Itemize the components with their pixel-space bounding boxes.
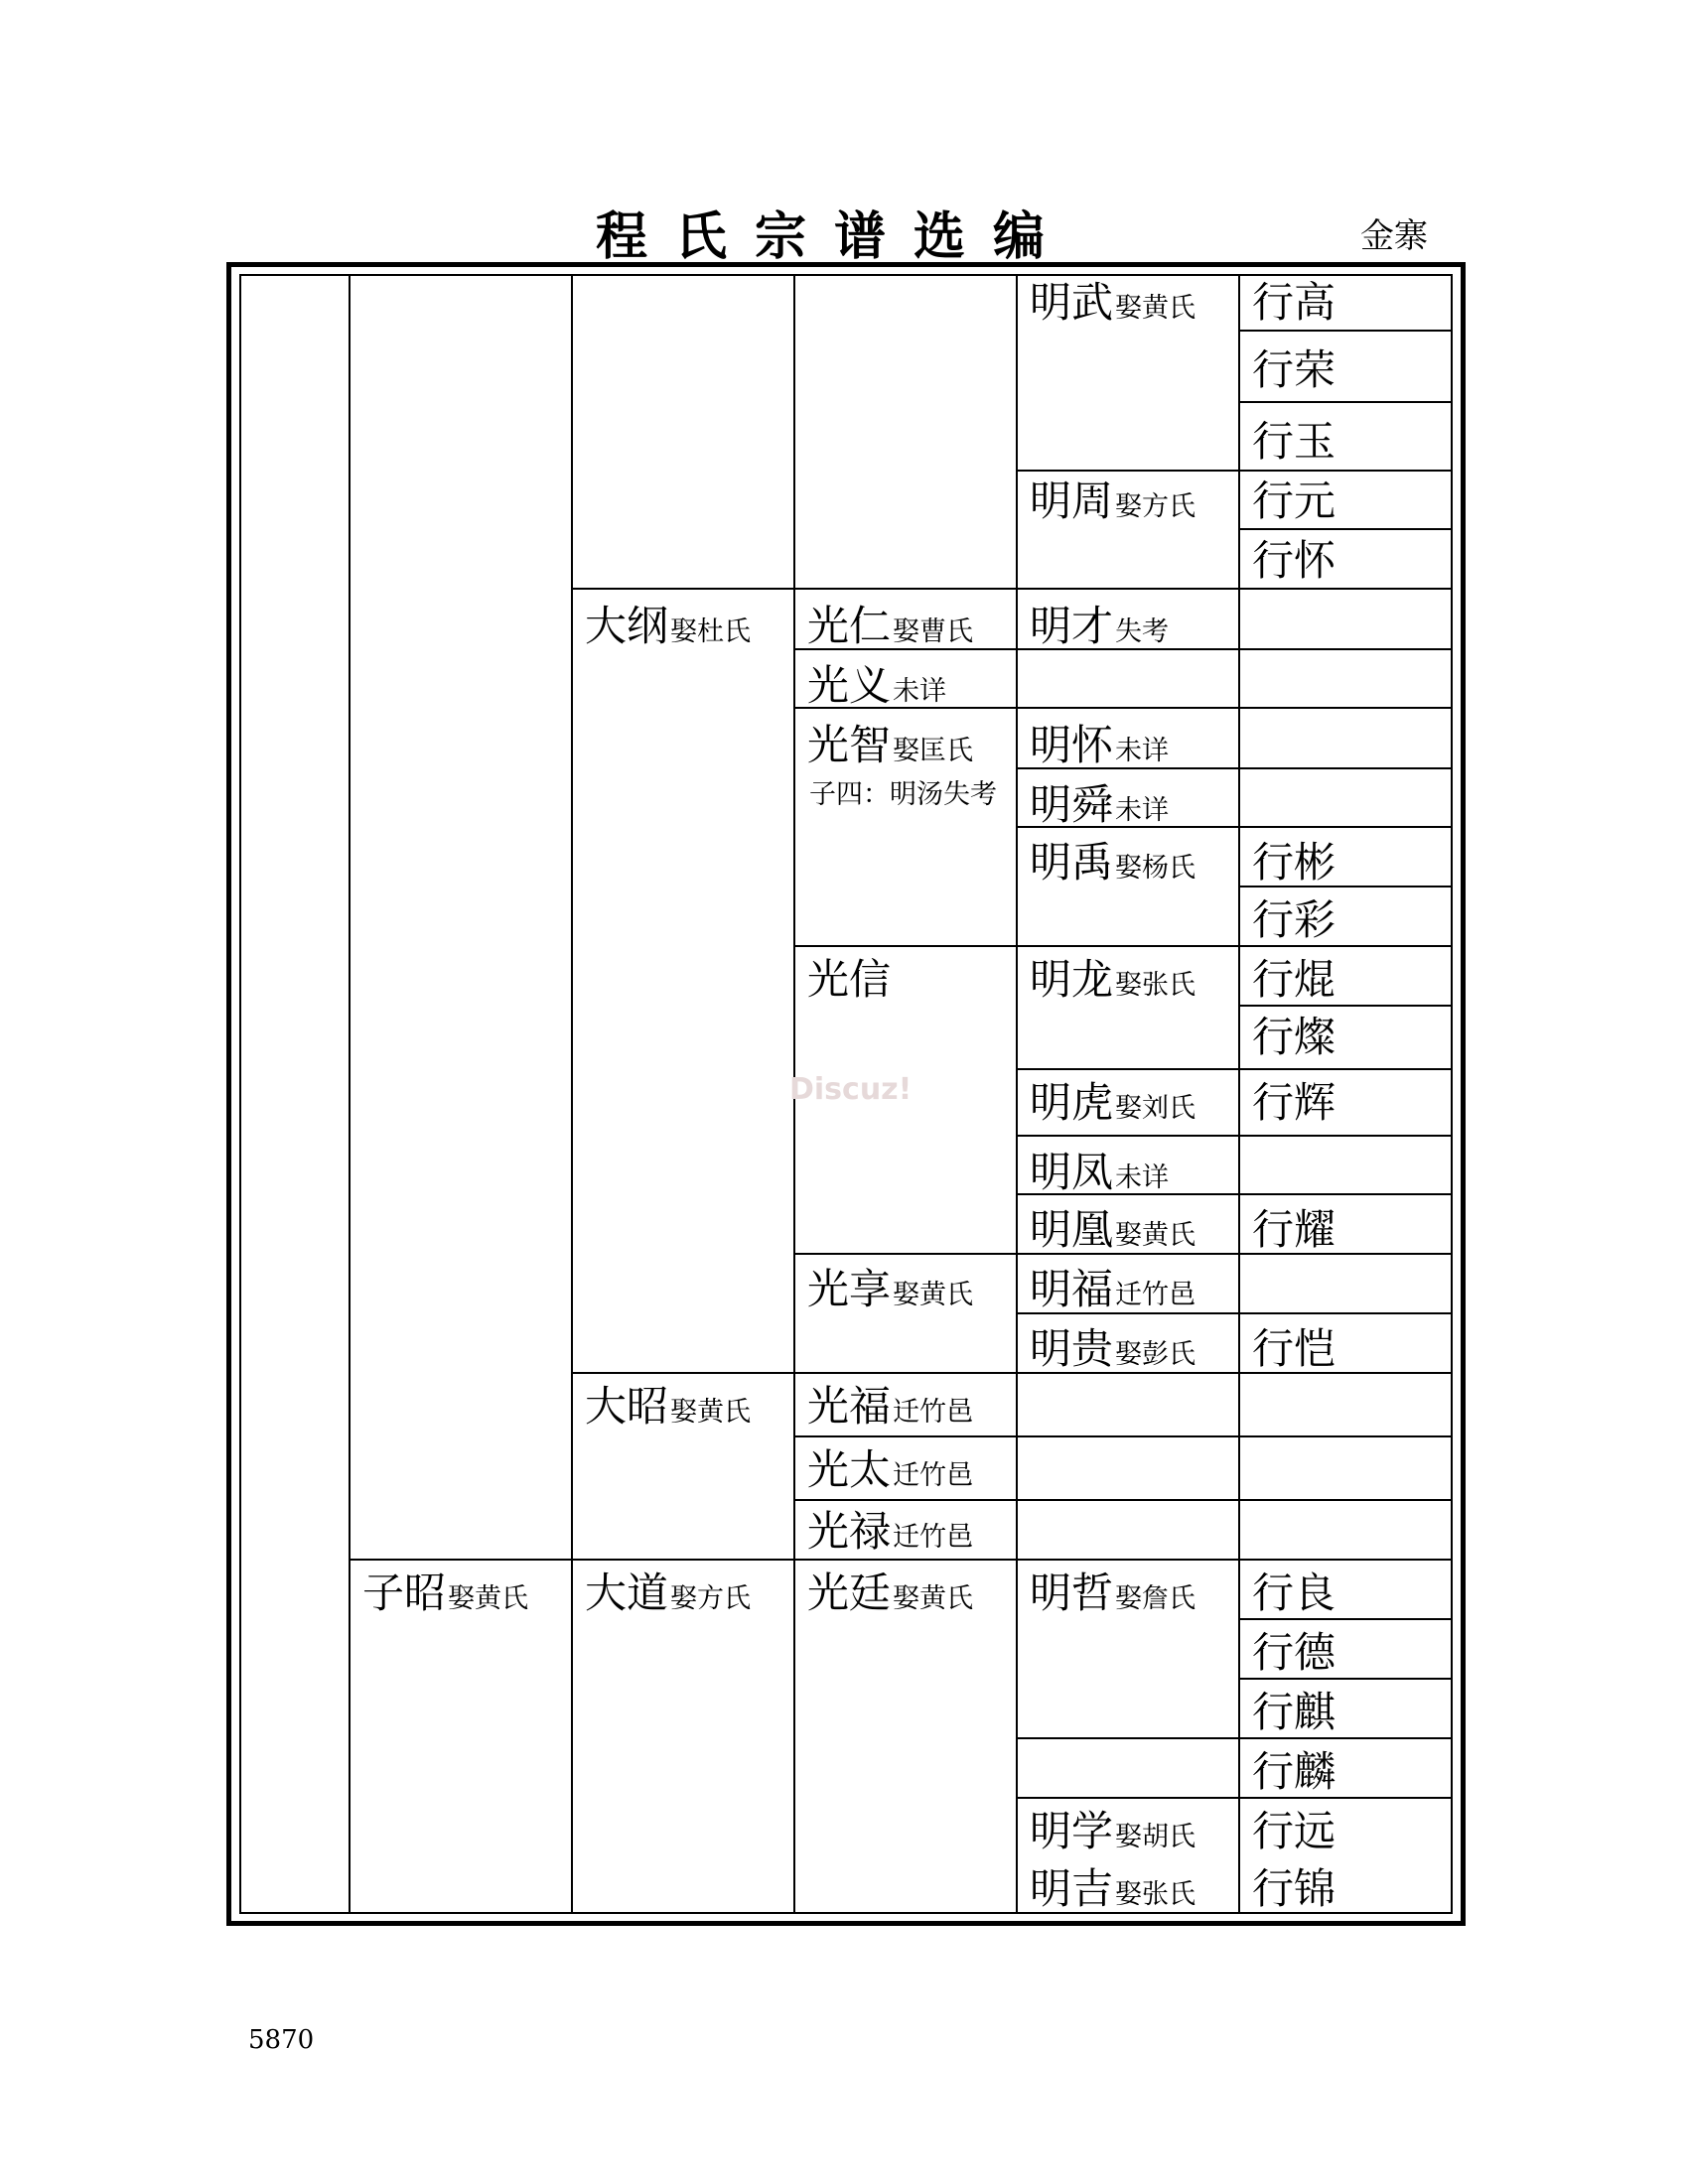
- generation-4-person-entry: [807, 1382, 974, 1431]
- person-note: 娶黄氏: [448, 1583, 529, 1614]
- person-name: 行彬: [1252, 838, 1336, 887]
- row-divider: [793, 945, 1451, 947]
- person-note: 未详: [893, 676, 947, 707]
- person-note: 娶黄氏: [1115, 293, 1196, 324]
- person-name: 明哲: [1030, 1569, 1114, 1617]
- generation-5-person-entry: [1030, 1265, 1196, 1313]
- generation-5-person-entry: [1030, 1324, 1196, 1373]
- person-name: 光享: [807, 1265, 892, 1313]
- generation-4-person-entry: [807, 721, 974, 769]
- generation-6-person-entry: [1252, 278, 1336, 327]
- person-note: 娶刘氏: [1115, 1093, 1196, 1124]
- person-note: 未详: [1115, 736, 1170, 766]
- generation-6-person-entry: [1252, 1078, 1336, 1127]
- person-name: 明贵: [1030, 1324, 1114, 1373]
- row-divider: [1016, 1737, 1451, 1739]
- generation-4-person-entry: [807, 1265, 974, 1313]
- person-note: 迁竹邑: [893, 1522, 974, 1553]
- watermark: Discuz!: [789, 1072, 913, 1107]
- person-note: 娶胡氏: [1115, 1822, 1196, 1852]
- generation-4-person-entry: [807, 1445, 974, 1494]
- person-name: 行辉: [1252, 1078, 1336, 1127]
- generation-6-person-entry: [1252, 1747, 1336, 1796]
- person-note: 娶彭氏: [1115, 1339, 1196, 1370]
- generation-6-person-entry: [1252, 1864, 1336, 1913]
- person-name: 子昭: [362, 1569, 447, 1617]
- person-name: 行麟: [1252, 1747, 1336, 1796]
- person-note: 娶张氏: [1115, 1879, 1196, 1910]
- row-divider: [571, 588, 1451, 590]
- generation-5-person-entry: [1030, 602, 1170, 650]
- generation-5-person-entry: [1030, 955, 1196, 1004]
- person-note: 迁竹邑: [1115, 1280, 1196, 1310]
- row-divider: [1016, 1797, 1451, 1799]
- generation-4-person-entry: [807, 955, 892, 1004]
- person-name: 行彩: [1252, 895, 1336, 944]
- person-name: 明周: [1030, 477, 1114, 525]
- person-name: 明武: [1030, 278, 1114, 327]
- row-divider: [1016, 1068, 1451, 1070]
- page-title: 程氏宗谱选编: [595, 206, 1072, 267]
- generation-6-person-entry: [1252, 1205, 1336, 1254]
- row-divider: [1238, 1005, 1451, 1007]
- person-name: 明凰: [1030, 1205, 1114, 1254]
- generation-6-person-entry: [1252, 536, 1336, 585]
- generation-6-person-entry: [1252, 1013, 1336, 1061]
- row-divider: [1238, 330, 1451, 332]
- row-divider: [1238, 401, 1451, 403]
- person-name: 行麒: [1252, 1688, 1336, 1736]
- person-name: 光太: [807, 1445, 892, 1494]
- person-note: 娶黄氏: [1115, 1220, 1196, 1251]
- person-name: 明学: [1030, 1807, 1114, 1855]
- person-note: 娶黄氏: [670, 1397, 752, 1428]
- generation-6-person-entry: [1252, 1569, 1336, 1617]
- person-note: 娶方氏: [1115, 491, 1196, 522]
- person-name: 行远: [1252, 1807, 1336, 1855]
- generation-6-person-entry: [1252, 895, 1336, 944]
- person-note: 娶詹氏: [1115, 1583, 1196, 1614]
- column-divider: [1016, 274, 1018, 1914]
- column-divider: [1238, 274, 1240, 1914]
- generation-5-person-entry: [1030, 1807, 1196, 1855]
- row-divider: [1238, 528, 1451, 530]
- generation-6-person-entry: [1252, 417, 1336, 466]
- person-name: 行玉: [1252, 417, 1336, 466]
- person-name: 大道: [585, 1569, 669, 1617]
- generation-3-person-entry: [585, 602, 752, 650]
- generation-4-person-entry: [807, 1569, 974, 1617]
- generation-6-person-entry: [1252, 345, 1336, 394]
- person-note: 娶黄氏: [893, 1583, 974, 1614]
- person-note: 娶匡氏: [893, 736, 974, 766]
- generation-5-person-entry: [1030, 1864, 1196, 1913]
- person-name: 明凤: [1030, 1148, 1114, 1196]
- person-note: 迁竹邑: [893, 1397, 974, 1428]
- page-subtitle: 金寨: [1360, 216, 1428, 256]
- guangzhi-children-note: 子四：明汤失考: [809, 779, 997, 810]
- person-name: 行元: [1252, 477, 1336, 525]
- row-divider: [1016, 470, 1451, 472]
- generation-5-person-entry: [1030, 838, 1196, 887]
- generation-5-person-entry: [1030, 477, 1196, 525]
- generation-5-person-entry: [1030, 780, 1170, 829]
- person-note: 娶黄氏: [893, 1280, 974, 1310]
- person-name: 明龙: [1030, 955, 1114, 1004]
- person-name: 光福: [807, 1382, 892, 1431]
- row-divider: [793, 648, 1451, 650]
- generation-5-person-entry: [1030, 721, 1170, 769]
- person-name: 明福: [1030, 1265, 1114, 1313]
- person-name: 明虎: [1030, 1078, 1114, 1127]
- row-divider: [793, 707, 1451, 709]
- person-name: 明吉: [1030, 1864, 1114, 1913]
- person-name: 行焜: [1252, 955, 1336, 1004]
- row-divider: [793, 1499, 1451, 1501]
- column-divider: [349, 274, 351, 1914]
- person-note: 娶张氏: [1115, 970, 1196, 1001]
- row-divider: [1238, 1618, 1451, 1620]
- person-note: 娶杨氏: [1115, 853, 1196, 884]
- person-note: 迁竹邑: [893, 1460, 974, 1491]
- person-name: 光廷: [807, 1569, 892, 1617]
- generation-6-person-entry: [1252, 1324, 1336, 1373]
- row-divider: [349, 1559, 1451, 1561]
- generation-4-person-entry: [807, 1507, 974, 1556]
- generation-6-person-entry: [1252, 838, 1336, 887]
- generation-4-person-entry: [807, 661, 947, 710]
- row-divider: [793, 1253, 1451, 1255]
- person-name: 大昭: [585, 1382, 669, 1431]
- person-note: 娶杜氏: [670, 616, 752, 647]
- generation-6-person-entry: [1252, 1688, 1336, 1736]
- generation-5-person-entry: [1030, 1205, 1196, 1254]
- column-divider: [571, 274, 573, 1914]
- person-name: 明禹: [1030, 838, 1114, 887]
- person-note: 娶方氏: [670, 1583, 752, 1614]
- generation-5-person-entry: [1030, 1148, 1170, 1196]
- row-divider: [793, 1435, 1451, 1437]
- person-name: 光义: [807, 661, 892, 710]
- generation-2-person-entry: [362, 1569, 529, 1617]
- person-name: 行怀: [1252, 536, 1336, 585]
- row-divider: [1238, 1678, 1451, 1680]
- person-name: 明怀: [1030, 721, 1114, 769]
- person-note: 未详: [1115, 795, 1170, 826]
- generation-5-person-entry: [1030, 278, 1196, 327]
- person-name: 明才: [1030, 602, 1114, 650]
- person-name: 光仁: [807, 602, 892, 650]
- person-name: 行德: [1252, 1628, 1336, 1677]
- person-name: 行耀: [1252, 1205, 1336, 1254]
- generation-5-person-entry: [1030, 1078, 1196, 1127]
- person-note: 娶曹氏: [893, 616, 974, 647]
- page-number: 5870: [248, 2025, 315, 2055]
- person-name: 行高: [1252, 278, 1336, 327]
- generation-3-person-entry: [585, 1569, 752, 1617]
- person-note: 失考: [1115, 616, 1170, 647]
- generation-6-person-entry: [1252, 477, 1336, 525]
- person-name: 行良: [1252, 1569, 1336, 1617]
- generation-3-person-entry: [585, 1382, 752, 1431]
- generation-5-person-entry: [1030, 1569, 1196, 1617]
- person-name: 光禄: [807, 1507, 892, 1556]
- person-name: 行荣: [1252, 345, 1336, 394]
- generation-4-person-entry: [807, 602, 974, 650]
- person-note: 未详: [1115, 1162, 1170, 1193]
- generation-6-person-entry: [1252, 1628, 1336, 1677]
- row-divider: [1016, 1135, 1451, 1137]
- person-name: 行燦: [1252, 1013, 1336, 1061]
- person-name: 行锦: [1252, 1864, 1336, 1913]
- person-name: 光智: [807, 721, 892, 769]
- person-name: 行恺: [1252, 1324, 1336, 1373]
- person-name: 明舜: [1030, 780, 1114, 829]
- person-name: 光信: [807, 955, 892, 1004]
- generation-6-person-entry: [1252, 955, 1336, 1004]
- generation-6-person-entry: [1252, 1807, 1336, 1855]
- person-name: 大纲: [585, 602, 669, 650]
